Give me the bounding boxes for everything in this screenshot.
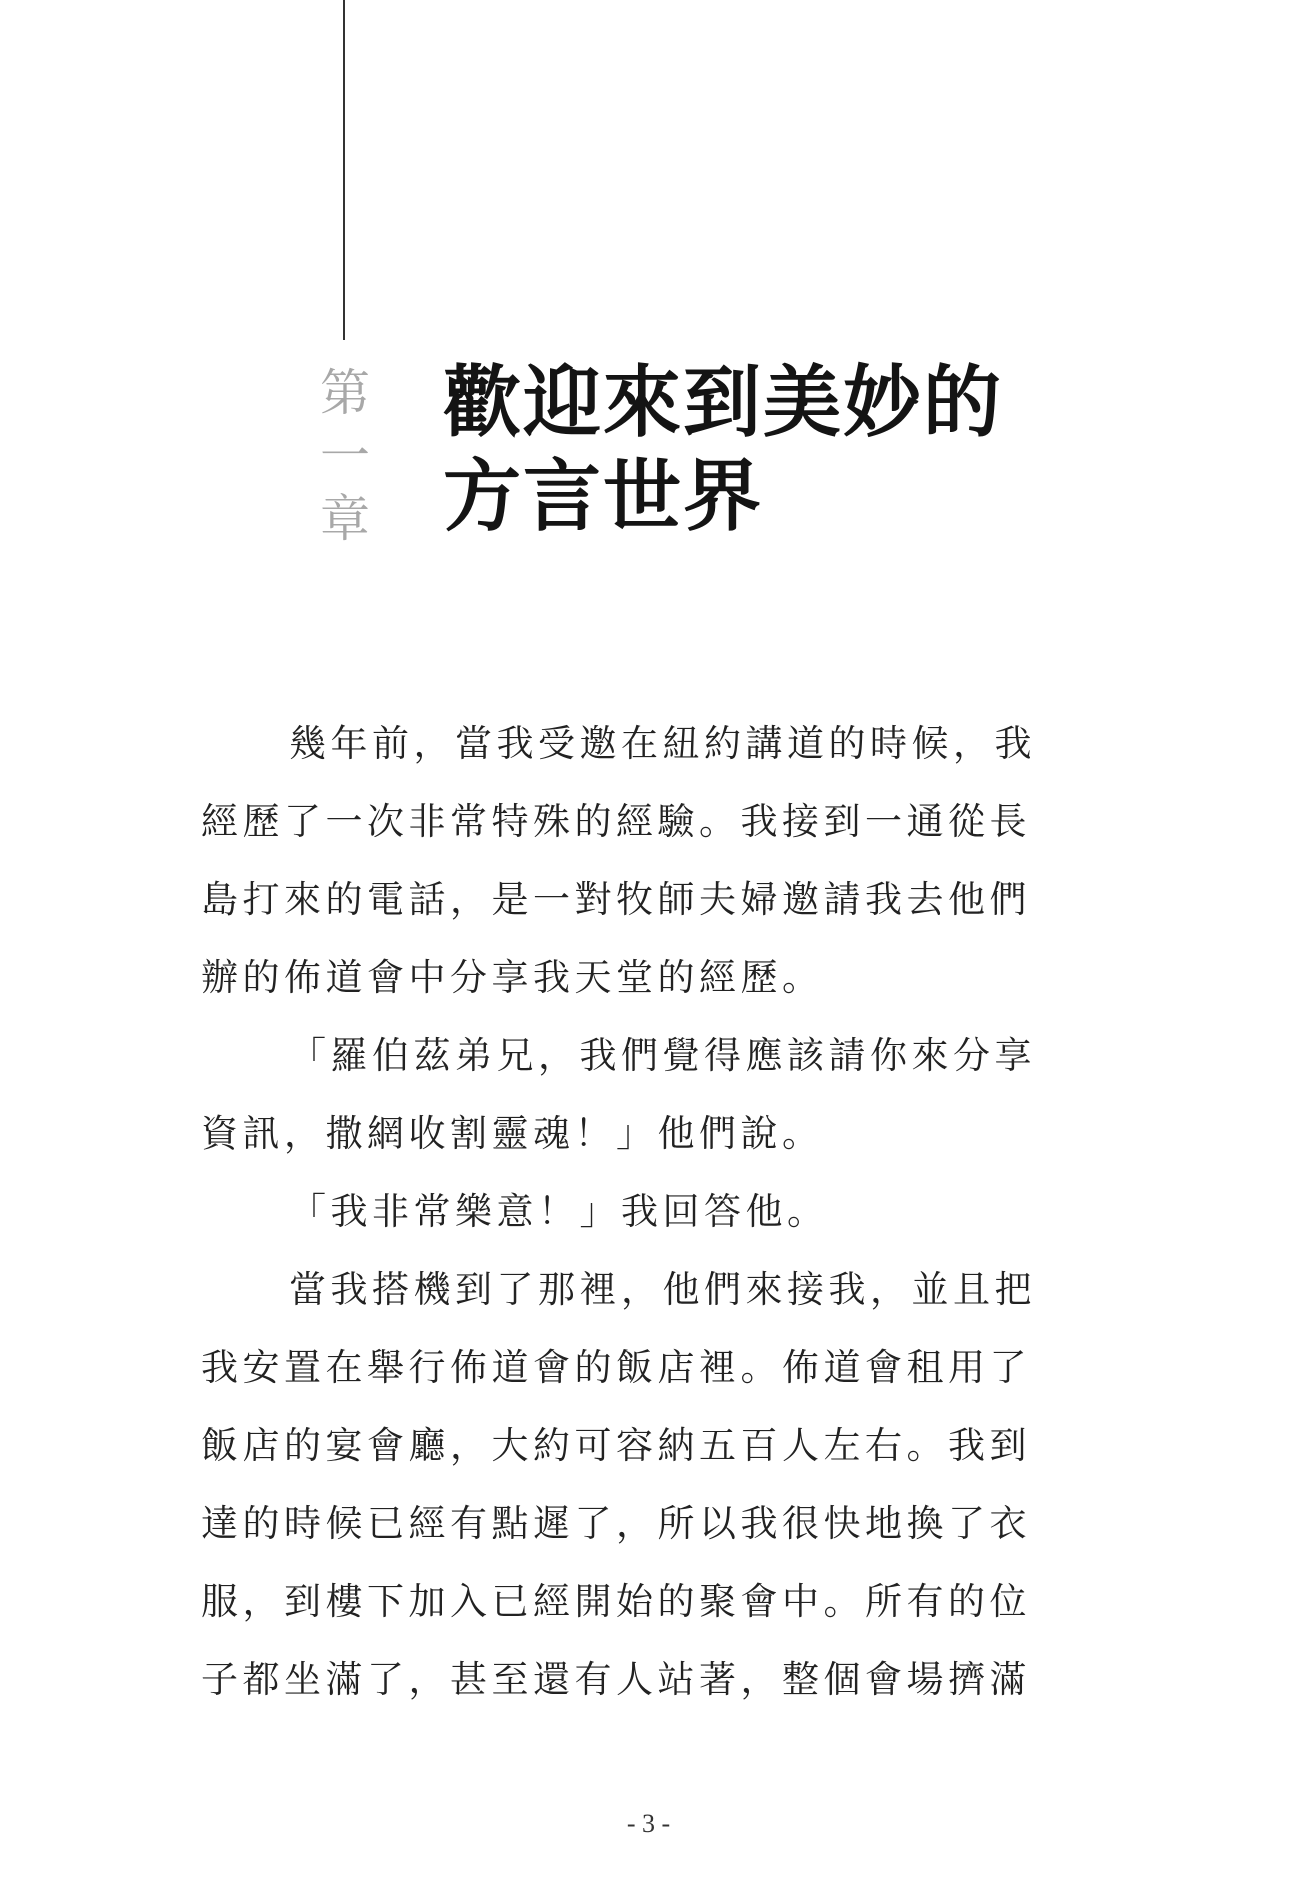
paragraph-line: 「羅伯茲弟兄，我們覺得應該請你來分享 (289, 1034, 1036, 1077)
paragraph-line: 島打來的電話，是一對牧師夫婦邀請我去他們 (201, 878, 1031, 921)
chapter-label-char: 第 (320, 364, 370, 422)
body-text (201, 705, 1061, 1719)
paragraph-line: 服，到樓下加入已經開始的聚會中。所有的位 (201, 1580, 1031, 1623)
paragraph-line: 我安置在舉行佈道會的飯店裡。佈道會租用了 (201, 1346, 1031, 1389)
paragraph-line: 子都坐滿了，甚至還有人站著，整個會場擠滿 (201, 1658, 1031, 1701)
paragraph-line: 幾年前，當我受邀在紐約講道的時候，我 (289, 722, 1036, 765)
paragraph-line: 資訊，撒網收割靈魂！」他們說。 (201, 1112, 824, 1155)
paragraph-line: 辦的佈道會中分享我天堂的經歷。 (201, 956, 824, 999)
chapter-title (443, 356, 1163, 544)
paragraph-line: 「我非常樂意！」我回答他。 (289, 1190, 829, 1233)
paragraph-line: 當我搭機到了那裡，他們來接我，並且把 (289, 1268, 1036, 1311)
paragraph-line: 達的時候已經有點遲了，所以我很快地換了衣 (201, 1502, 1031, 1545)
page-number: - 3 - (626, 1809, 671, 1838)
chapter-label-char: 章 (320, 490, 370, 548)
chapter-label (318, 362, 372, 551)
paragraph-line: 飯店的宴會廳，大約可容納五百人左右。我到 (201, 1424, 1031, 1467)
chapter-label-char: 一 (320, 427, 370, 485)
chapter-title-line: 歡迎來到美妙的 (443, 357, 1004, 448)
chapter-rule-line (343, 0, 345, 340)
chapter-title-line: 方言世界 (443, 451, 764, 542)
paragraph-line: 經歷了一次非常特殊的經驗。我接到一通從長 (201, 800, 1031, 843)
